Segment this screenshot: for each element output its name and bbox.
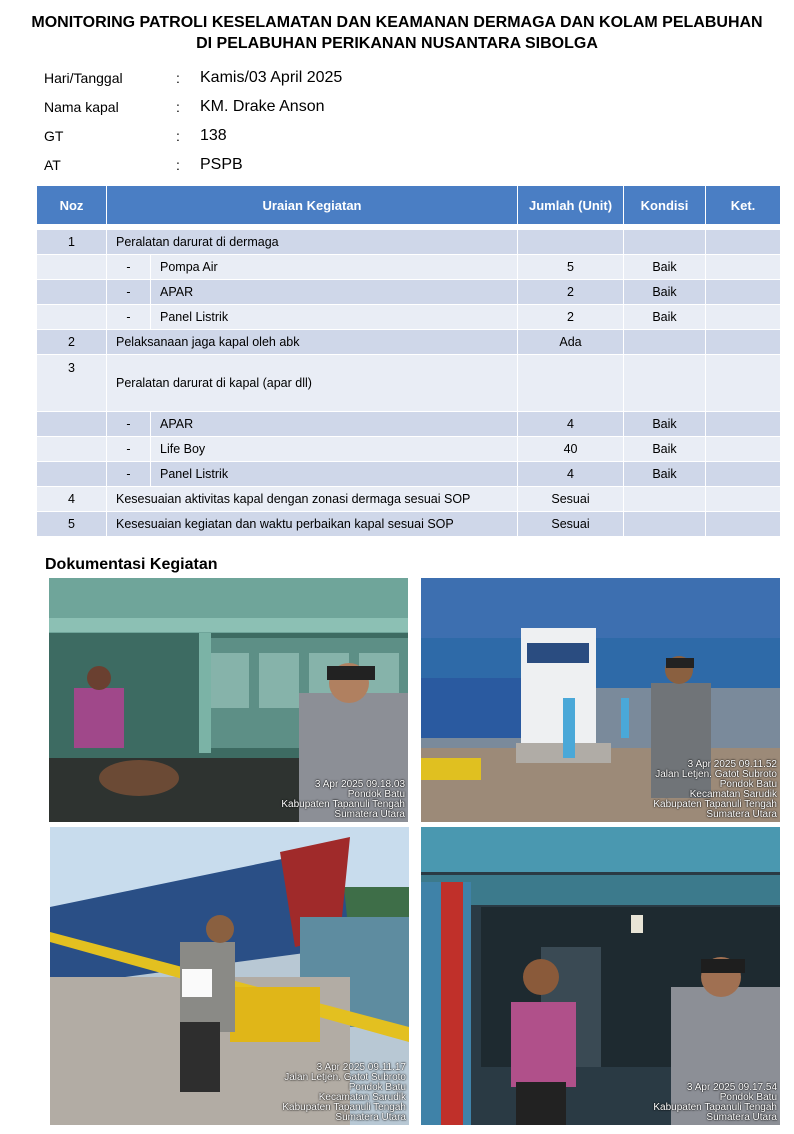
documentation-heading: Dokumentasi Kegiatan (45, 556, 218, 573)
row-no: 2 (37, 330, 107, 355)
page-title (0, 12, 794, 54)
info-colon: : (176, 128, 180, 144)
info-colon: : (176, 157, 180, 173)
table-row (37, 512, 781, 537)
row-no: 3 (37, 355, 107, 412)
row-quantity: 2 (518, 280, 624, 305)
photo-panel-inspection (49, 578, 408, 822)
row-no: 4 (37, 487, 107, 512)
row-no (37, 280, 107, 305)
table-row (37, 330, 781, 355)
row-no (37, 437, 107, 462)
row-notes (706, 230, 781, 255)
info-value: KM. Drake Anson (200, 98, 325, 115)
row-no (37, 462, 107, 487)
info-value: PSPB (200, 156, 243, 173)
photo-stamp (281, 780, 405, 820)
info-label: Nama kapal (44, 99, 119, 115)
stamp-line: 3 Apr 2025 09.18.03 (314, 779, 405, 790)
table-row (37, 462, 781, 487)
row-condition (624, 512, 706, 537)
stamp-line: Sumatera Utara (334, 809, 405, 820)
row-dash: - (107, 437, 151, 462)
row-quantity: Sesuai (518, 487, 624, 512)
table-header-row (37, 186, 781, 225)
row-notes (706, 330, 781, 355)
stamp-line: Pondok Batu (719, 779, 777, 790)
row-no (37, 305, 107, 330)
photo-stamp (653, 1083, 777, 1123)
info-colon: : (176, 99, 180, 115)
photo-onboard-room (421, 827, 780, 1125)
title-line-2: DI PELABUHAN PERIKANAN NUSANTARA SIBOLGA (196, 35, 598, 52)
stamp-line: Kabupaten Tapanuli Tengah (653, 799, 777, 810)
row-description: Panel Listrik (151, 462, 518, 487)
header-description: Uraian Kegiatan (107, 186, 518, 225)
row-notes (706, 280, 781, 305)
header-notes: Ket. (706, 186, 781, 225)
stamp-line: Pondok Batu (347, 789, 405, 800)
row-condition: Baik (624, 280, 706, 305)
row-quantity: 5 (518, 255, 624, 280)
info-label: GT (44, 128, 64, 144)
info-colon: : (176, 70, 180, 86)
row-condition (624, 330, 706, 355)
row-condition: Baik (624, 462, 706, 487)
row-condition: Baik (624, 412, 706, 437)
table-row (37, 412, 781, 437)
table-row (37, 437, 781, 462)
row-dash: - (107, 255, 151, 280)
row-quantity: Ada (518, 330, 624, 355)
stamp-line: Kabupaten Tapanuli Tengah (282, 1102, 406, 1113)
row-notes (706, 512, 781, 537)
row-no: 1 (37, 230, 107, 255)
row-description: Peralatan darurat di kapal (apar dll) (107, 355, 518, 412)
table-row (37, 280, 781, 305)
photo-onboard-room-illustration (421, 827, 780, 1125)
row-condition (624, 230, 706, 255)
info-label: AT (44, 157, 61, 173)
row-description: Pelaksanaan jaga kapal oleh abk (107, 330, 518, 355)
row-notes (706, 305, 781, 330)
stamp-line: 3 Apr 2025 09.11.52 (687, 759, 777, 770)
row-description: Pompa Air (151, 255, 518, 280)
photo-stamp (282, 1063, 406, 1123)
row-dash: - (107, 280, 151, 305)
row-condition (624, 355, 706, 412)
row-notes (706, 255, 781, 280)
stamp-line: Sumatera Utara (706, 809, 777, 820)
row-condition: Baik (624, 255, 706, 280)
header-condition: Kondisi (624, 186, 706, 225)
row-notes (706, 487, 781, 512)
photo-stamp (653, 760, 777, 820)
row-condition: Baik (624, 305, 706, 330)
row-quantity: Sesuai (518, 512, 624, 537)
info-label: Hari/Tanggal (44, 70, 123, 86)
row-no (37, 255, 107, 280)
row-notes (706, 437, 781, 462)
row-description: Panel Listrik (151, 305, 518, 330)
photo-dock-station (421, 578, 780, 822)
row-description: Peralatan darurat di dermaga (107, 230, 518, 255)
table-row (37, 230, 781, 255)
row-notes (706, 412, 781, 437)
row-notes (706, 462, 781, 487)
table-row (37, 487, 781, 512)
table-row (37, 305, 781, 330)
stamp-line: Jalan Letjen. Gatot Subroto (655, 769, 777, 780)
stamp-line: 3 Apr 2025 09.17.54 (686, 1082, 777, 1093)
photo-quay-panel (50, 827, 409, 1125)
stamp-line: Sumatera Utara (706, 1112, 777, 1123)
stamp-line: Pondok Batu (719, 1092, 777, 1103)
header-quantity: Jumlah (Unit) (518, 186, 624, 225)
row-quantity: 40 (518, 437, 624, 462)
row-description: Life Boy (151, 437, 518, 462)
row-dash: - (107, 462, 151, 487)
row-quantity (518, 355, 624, 412)
row-condition (624, 487, 706, 512)
activity-table (36, 185, 781, 537)
stamp-line: 3 Apr 2025 09.11.17 (316, 1062, 406, 1073)
row-description: Kesesuaian kegiatan dan waktu perbaikan kapal sesuai SOP (107, 512, 518, 537)
row-quantity: 2 (518, 305, 624, 330)
row-no (37, 412, 107, 437)
stamp-line: Pondok Batu (348, 1082, 406, 1093)
row-description: Kesesuaian aktivitas kapal dengan zonasi dermaga sesuai SOP (107, 487, 518, 512)
row-notes (706, 355, 781, 412)
stamp-line: Jalan Letjen. Gatot Subroto (284, 1072, 406, 1083)
header-no: Noz (37, 186, 107, 225)
row-condition: Baik (624, 437, 706, 462)
title-line-1: MONITORING PATROLI KESELAMATAN DAN KEAMANAN DERMAGA DAN KOLAM PELABUHAN (31, 14, 763, 31)
info-value: 138 (200, 127, 227, 144)
row-quantity: 4 (518, 462, 624, 487)
row-dash: - (107, 412, 151, 437)
stamp-line: Kabupaten Tapanuli Tengah (653, 1102, 777, 1113)
stamp-line: Kabupaten Tapanuli Tengah (281, 799, 405, 810)
info-value: Kamis/03 April 2025 (200, 69, 343, 86)
stamp-line: Sumatera Utara (335, 1112, 406, 1123)
row-quantity: 4 (518, 412, 624, 437)
table-row (37, 255, 781, 280)
row-description: APAR (151, 412, 518, 437)
stamp-line: Kecamatan Sarudik (318, 1092, 406, 1103)
stamp-line: Kecamatan Sarudik (689, 789, 777, 800)
table-row (37, 355, 781, 412)
row-quantity (518, 230, 624, 255)
row-description: APAR (151, 280, 518, 305)
row-no: 5 (37, 512, 107, 537)
row-dash: - (107, 305, 151, 330)
